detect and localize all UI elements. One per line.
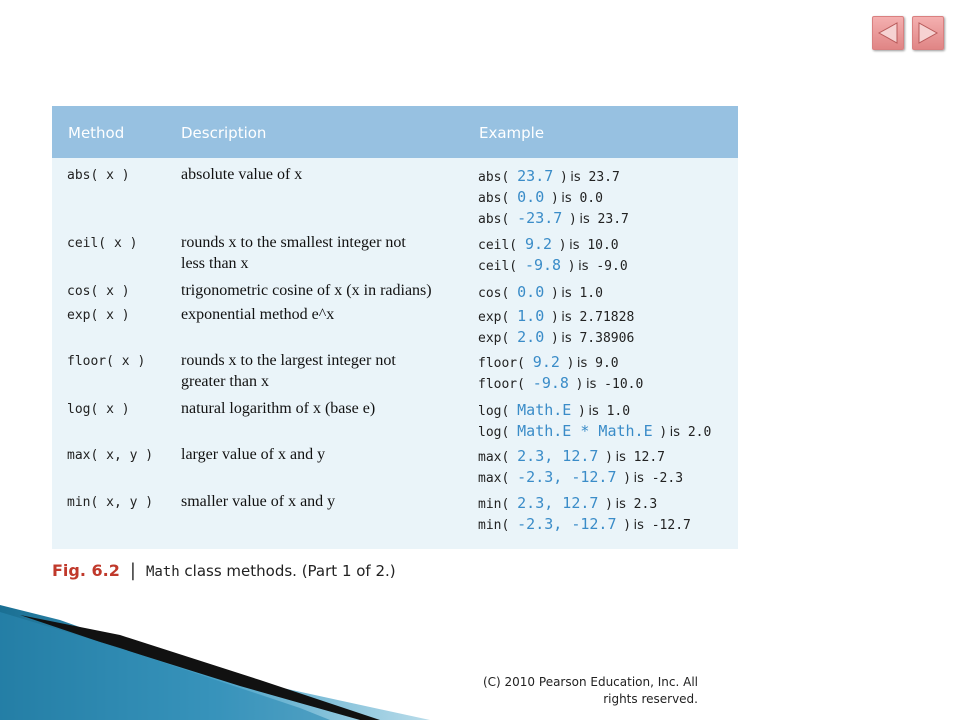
method-name: min( x, y )	[67, 495, 154, 510]
method-name: log( x )	[67, 402, 130, 417]
example-line	[478, 208, 629, 230]
example-call: exp(	[478, 331, 510, 346]
example-is: ) is	[561, 170, 581, 185]
caption-text: class methods. (Part 1 of 2.)	[179, 562, 396, 580]
example-result: 2.0	[687, 425, 712, 440]
method-description: greater than x	[181, 373, 269, 390]
example-line	[478, 327, 634, 349]
example-is: ) is	[570, 212, 590, 227]
method-description: smaller value of x and y	[181, 493, 336, 510]
method-name: cos( x )	[67, 284, 130, 299]
example-line	[478, 373, 643, 395]
method-description: rounds x to the largest integer not	[181, 352, 396, 369]
example-call: abs(	[478, 212, 510, 227]
example-call: abs(	[478, 170, 510, 185]
example-is: ) is	[624, 518, 644, 533]
example-result: 1.0	[579, 286, 603, 301]
method-description: exponential method e^x	[181, 306, 335, 323]
example-is: ) is	[606, 450, 626, 465]
example-is: ) is	[576, 377, 597, 392]
example-result: 10.0	[587, 238, 619, 253]
example-call: max(	[478, 450, 510, 465]
example-argument: 2.3, 12.7	[517, 494, 599, 512]
method-description: natural logarithm of x (base e)	[181, 400, 376, 417]
example-result: 2.71828	[579, 310, 635, 325]
example-result: 9.0	[595, 356, 619, 371]
example-result: -12.7	[651, 518, 691, 533]
method-description: less than x	[181, 255, 249, 272]
method-name: abs( x )	[67, 168, 130, 183]
figure-caption	[52, 560, 396, 581]
example-call: log(	[478, 425, 510, 440]
example-call: floor(	[478, 377, 525, 392]
example-line	[478, 352, 619, 374]
copyright-line-2: rights reserved.	[603, 692, 698, 706]
example-is: ) is	[567, 356, 588, 371]
example-line	[478, 255, 628, 277]
arrow-left-icon	[877, 21, 899, 45]
example-is: ) is	[568, 259, 589, 274]
header-example: Example	[479, 124, 545, 142]
header-method: Method	[68, 124, 125, 142]
example-call: ceil(	[478, 259, 518, 274]
example-is: ) is	[660, 425, 681, 440]
example-is: ) is	[579, 404, 599, 419]
example-line	[478, 400, 630, 422]
caption-separator: |	[129, 560, 136, 581]
example-call: cos(	[478, 286, 510, 301]
method-name: exp( x )	[67, 308, 130, 323]
example-argument: 0.0	[517, 283, 545, 301]
example-result: 2.3	[633, 497, 658, 512]
example-argument: 23.7	[517, 167, 554, 185]
example-argument: -2.3, -12.7	[517, 468, 617, 486]
math-methods-table	[52, 106, 738, 549]
example-argument: -23.7	[517, 209, 563, 227]
method-description: trigonometric cosine of x (x in radians)	[181, 282, 432, 299]
method-name: max( x, y )	[67, 448, 154, 463]
example-argument: Math.E * Math.E	[517, 422, 653, 440]
example-call: min(	[478, 518, 510, 533]
example-result: 23.7	[588, 170, 620, 185]
example-is: ) is	[552, 191, 572, 206]
example-is: ) is	[552, 331, 572, 346]
figure-number: Fig. 6.2	[52, 561, 120, 580]
example-line	[478, 282, 603, 304]
example-result: 1.0	[606, 404, 631, 419]
arrow-right-icon	[917, 21, 939, 45]
example-call: log(	[478, 404, 510, 419]
example-result: -2.3	[651, 471, 684, 486]
example-call: min(	[478, 497, 510, 512]
example-line	[478, 514, 691, 536]
example-result: 0.0	[579, 191, 603, 206]
example-is: ) is	[559, 238, 580, 253]
example-argument: 0.0	[517, 188, 545, 206]
method-description: rounds x to the smallest integer not	[181, 234, 406, 251]
example-is: ) is	[606, 497, 626, 512]
decorative-swoosh	[0, 600, 480, 720]
example-call: floor(	[478, 356, 525, 371]
example-line	[478, 187, 603, 209]
example-result: -10.0	[604, 377, 644, 392]
caption-code: Math	[145, 564, 180, 580]
table-header	[52, 106, 738, 158]
example-is: ) is	[552, 310, 572, 325]
example-line	[478, 166, 620, 188]
example-result: -9.0	[596, 259, 628, 274]
example-line	[478, 493, 657, 515]
example-argument: 9.2	[532, 353, 560, 371]
example-result: 23.7	[597, 212, 629, 227]
method-name: floor( x )	[67, 354, 146, 369]
example-argument: Math.E	[517, 401, 572, 419]
example-argument: 9.2	[524, 235, 553, 253]
example-call: exp(	[478, 310, 510, 325]
example-line	[478, 467, 683, 489]
example-argument: -2.3, -12.7	[517, 515, 617, 533]
example-line	[478, 421, 711, 443]
example-call: ceil(	[478, 238, 518, 253]
method-description: absolute value of x	[181, 166, 303, 183]
example-argument: 2.3, 12.7	[517, 447, 599, 465]
example-line	[478, 234, 619, 256]
previous-slide-button[interactable]	[872, 16, 904, 50]
example-argument: -9.8	[532, 374, 569, 392]
example-line	[478, 446, 665, 468]
method-description: larger value of x and y	[181, 446, 326, 463]
example-result: 7.38906	[579, 331, 635, 346]
next-slide-button[interactable]	[912, 16, 944, 50]
example-argument: 2.0	[517, 328, 545, 346]
example-call: abs(	[478, 191, 510, 206]
example-is: ) is	[552, 286, 572, 301]
example-line	[478, 306, 634, 328]
example-call: max(	[478, 471, 510, 486]
example-is: ) is	[624, 471, 644, 486]
copyright-notice	[460, 674, 698, 708]
copyright-line-1: (C) 2010 Pearson Education, Inc. All	[482, 675, 698, 689]
header-description: Description	[181, 124, 267, 142]
example-argument: -9.8	[524, 256, 562, 274]
example-argument: 1.0	[517, 307, 545, 325]
method-name: ceil( x )	[67, 236, 138, 251]
example-result: 12.7	[633, 450, 665, 465]
